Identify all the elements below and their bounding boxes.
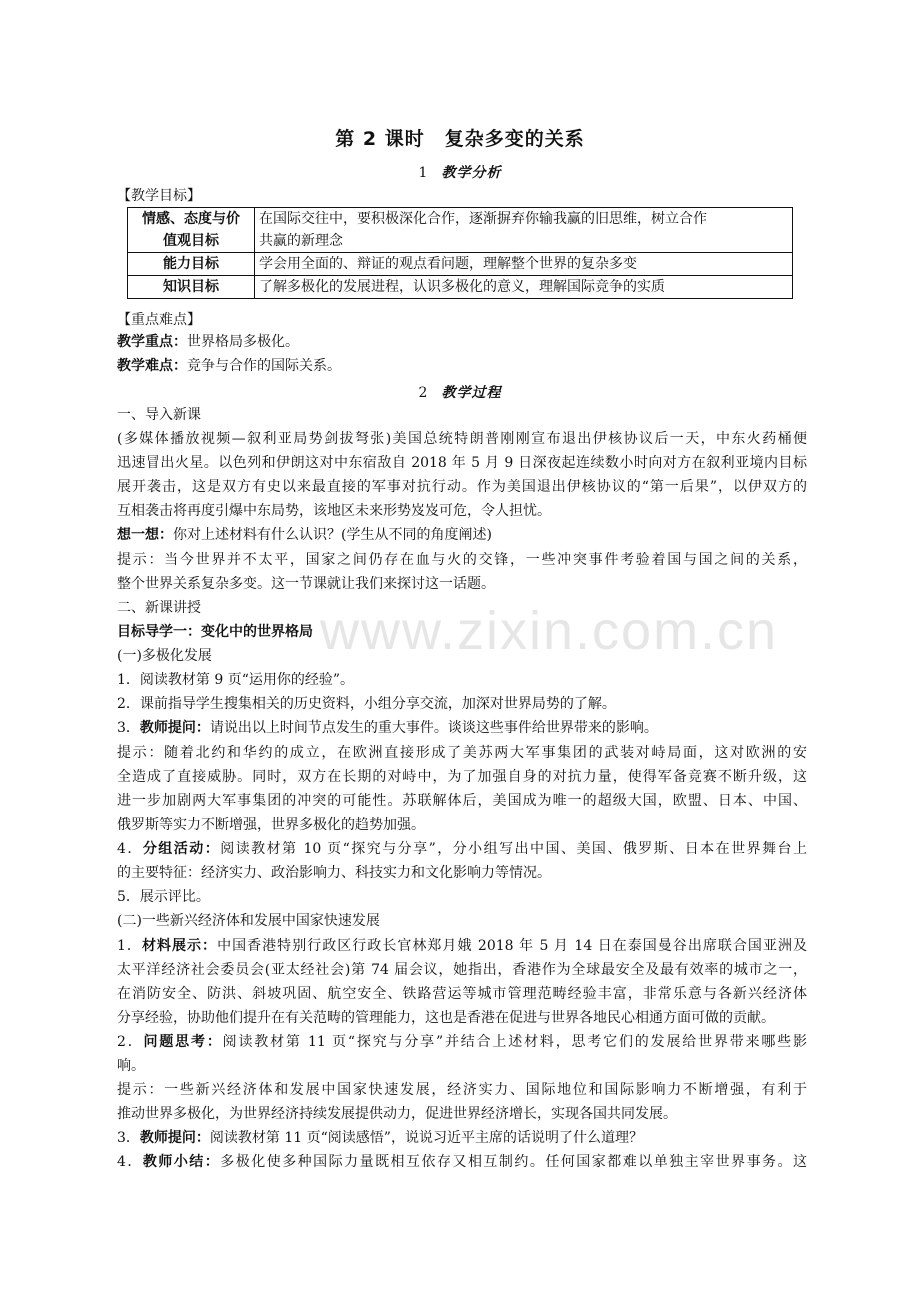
item-label: 问题思考： xyxy=(143,1034,223,1050)
intro-heading: 一、导入新课 xyxy=(117,407,201,423)
item-number: 4． xyxy=(117,841,143,857)
paragraph-line: 展开袭击，这是双方有史以来最直接的军事对抗行动。作为美国退出伊核协议的“第一后果”，以伊双方的 xyxy=(117,479,807,495)
item-text: 中国香港特别行政区行政长官林郑月娥 2018 年 5 月 14 日在泰国曼谷出席联合国亚洲及 xyxy=(217,938,807,954)
goal-label-cell: 能力目标 xyxy=(128,253,255,276)
item-text: 阅读教材第 10 页“探究与分享”，分小组写出中国、美国、俄罗斯、日本在世界舞台上 xyxy=(220,841,807,857)
item-number: 1． xyxy=(117,938,142,954)
key-point xyxy=(117,331,807,353)
section-heading-process xyxy=(0,382,920,402)
subsection-heading: (二)一些新兴经济体和发展中国家快速发展 xyxy=(117,913,380,929)
item-text: 阅读教材第 11 页“阅读感悟”，说说习近平主席的话说明了什么道理？ xyxy=(209,1130,643,1146)
hint-line: 推动世界多极化，为世界经济持续发展提供动力，促进世界经济增长，实现各国共同发展。 xyxy=(117,1106,677,1122)
paragraph-line: 互相袭击将再度引爆中东局势，该地区未来形势岌岌可危，令人担忧。 xyxy=(117,503,551,519)
list-item: 2．课前指导学生搜集相关的历史资料，小组分享交流，加深对世界局势的了解。 xyxy=(117,696,616,712)
item-number: 3． xyxy=(117,1130,140,1146)
think-prompt xyxy=(117,524,807,546)
goal-content-cell: 学会用全面的、辩证的观点看问题，理解整个世界的复杂多变 xyxy=(255,253,793,276)
goal-label-line: 情感、态度与价 xyxy=(142,211,240,227)
paragraph-line: 在消防安全、防洪、斜坡巩固、航空安全、铁路营运等城市管理范畴经验丰富，非常乐意与各新兴经济体 xyxy=(117,986,807,1002)
target-heading: 目标导学一：变化中的世界格局 xyxy=(117,624,313,640)
hint-line: 提示：随着北约和华约的成立，在欧洲直接形成了美苏两大军事集团的武装对峙局面，这对欧洲的安 xyxy=(117,745,807,761)
item-text: 阅读教材第 11 页“探究与分享”并结合上述材料，思考它们的发展给世界带来哪些影 xyxy=(222,1034,807,1050)
goal-content-cell xyxy=(255,208,793,253)
list-item: 1．阅读教材第 9 页“运用你的经验”。 xyxy=(117,672,355,688)
list-item xyxy=(117,935,807,957)
goal-label-line: 值观目标 xyxy=(163,233,219,249)
item-text: 请说出以上时间节点发生的重大事件。谈谈这些事件给世界带来的影响。 xyxy=(209,720,658,736)
list-item xyxy=(117,1127,807,1149)
hint-line: 全造成了直接威胁。同时，双方在长期的对峙中，为了加强自身的对抗力量，使得军备竞赛不断升级，这 xyxy=(117,769,807,785)
hint-line: 整个世界关系复杂多变。这一节课就让我们来探讨这一话题。 xyxy=(117,576,495,592)
difficulty-point xyxy=(117,355,807,377)
item-text: 多极化使多种国际力量既相互依存又相互制约。任何国家都难以单独主宰世界事务。这 xyxy=(220,1154,807,1170)
keypoints-heading: 【重点难点】 xyxy=(117,312,201,328)
hint-line: 进一步加剧两大军事集团的冲突的可能性。苏联解体后，美国成为唯一的超级大国，欧盟、日本、中国、 xyxy=(117,793,807,809)
list-item xyxy=(117,1151,807,1173)
goal-label-cell xyxy=(128,208,255,253)
paragraph-line: 迅速冒出火星。以色列和伊朗这对中东宿敌自 2018 年 5 月 9 日深夜起连续数小时向对方在叙利亚境内目标 xyxy=(117,455,807,471)
subsection-heading: (一)多极化发展 xyxy=(117,648,212,664)
goals-heading: 【教学目标】 xyxy=(117,188,201,204)
difficulty-label: 教学难点： xyxy=(117,358,187,374)
section-title: 教学过程 xyxy=(441,385,502,401)
item-number: 3． xyxy=(117,720,140,736)
goal-content-line: 共赢的新理念 xyxy=(259,233,343,249)
think-label: 想一想： xyxy=(117,527,173,543)
paragraph-line: 太平洋经济社会委员会(亚太经社会)第 74 届会议，她指出，香港作为全球最安全及最有效率的城市之一， xyxy=(117,962,807,978)
list-item xyxy=(117,838,807,860)
list-item: 5．展示评比。 xyxy=(117,889,210,905)
hint-line: 俄罗斯等实力不断增强，世界多极化的趋势加强。 xyxy=(117,817,425,833)
key-point-label: 教学重点： xyxy=(117,334,187,350)
table-row xyxy=(128,253,793,276)
list-item xyxy=(117,1031,807,1053)
section-heading-analysis xyxy=(0,162,920,182)
goal-content-cell: 了解多极化的发展进程，认识多极化的意义，理解国际竞争的实质 xyxy=(255,276,793,299)
teaching-goals-table xyxy=(127,207,793,299)
paragraph-line: (多媒体播放视频—叙利亚局势剑拔弩张)美国总统特朗普刚刚宣布退出伊核协议后一天，中东火药桶便 xyxy=(117,431,807,447)
hint-line: 提示：一些新兴经济体和发展中国家快速发展，经济实力、国际地位和国际影响力不断增强，有利于 xyxy=(117,1082,807,1098)
item-label: 教师小结： xyxy=(142,1154,221,1170)
table-row xyxy=(128,276,793,299)
section-number: 1 xyxy=(418,165,428,181)
item-label: 教师提问： xyxy=(139,720,210,736)
paragraph-line: 分享经验，协助他们提升在有关范畴的管理能力，这也是香港在促进与世界各地民心相通方面可做的贡献。 xyxy=(117,1010,775,1026)
list-item xyxy=(117,717,807,739)
goal-label-cell: 知识目标 xyxy=(128,276,255,299)
item-label: 分组活动： xyxy=(142,841,221,857)
section-number: 2 xyxy=(418,385,428,401)
paragraph-line: 的主要特征：经济实力、政治影响力、科技实力和文化影响力等情况。 xyxy=(117,865,551,881)
item-label: 教师提问： xyxy=(139,1130,210,1146)
item-label: 材料展示： xyxy=(141,938,218,954)
item-number: 2． xyxy=(117,1034,144,1050)
new-lesson-heading: 二、新课讲授 xyxy=(117,600,201,616)
difficulty-text: 竞争与合作的国际关系。 xyxy=(187,358,341,374)
watermark: www.zixin.com.cn xyxy=(320,601,779,661)
section-title: 教学分析 xyxy=(441,165,502,181)
paragraph-line: 响。 xyxy=(117,1058,145,1074)
goal-content-line: 在国际交往中，要积极深化合作，逐渐摒弃你输我赢的旧思维，树立合作 xyxy=(259,211,707,227)
item-number: 4． xyxy=(117,1154,143,1170)
key-point-text: 世界格局多极化。 xyxy=(187,334,299,350)
table-row xyxy=(128,208,793,253)
hint-line: 提示：当今世界并不太平，国家之间仍存在血与火的交锋，一些冲突事件考验着国与国之间的关系， xyxy=(117,552,807,568)
page-title: 第 2 课时 复杂多变的关系 xyxy=(335,128,585,150)
think-text: 你对上述材料有什么认识？(学生从不同的角度阐述) xyxy=(173,527,492,543)
